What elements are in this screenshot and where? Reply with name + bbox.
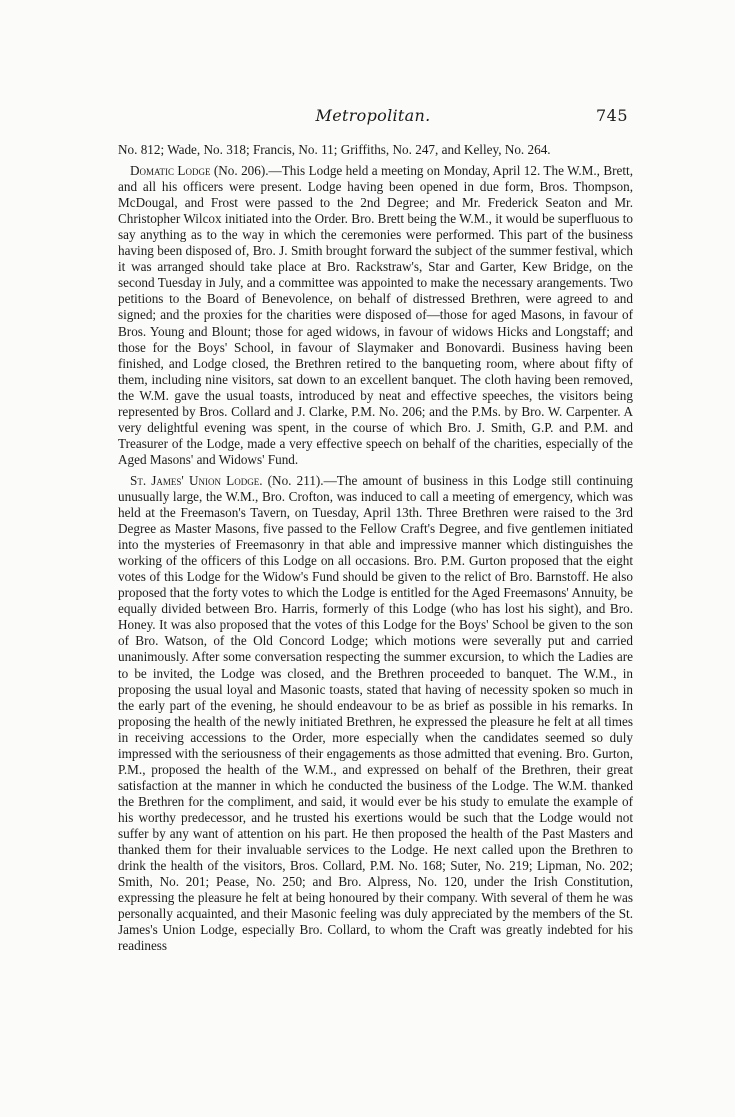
paragraph-continuation: No. 812; Wade, No. 318; Francis, No. 11; Griffiths, No. 247, and Kelley, No. 264. [118,142,551,157]
paragraph-domatic-lodge [118,163,633,468]
paragraph-text: (No. 206).—This Lodge held a meeting on Monday, April 12. The W.M., Brett, and all his officers were present. Lodge having been opened in due form, Bros. Thompson, McDougal, and Frost were passed to the 2nd Degree; and Mr. Frederick Seaton and Mr. Christopher Wilcox initiated into the Order. Bro. Brett being the W.M., it would be superfluous to say anything as to the way in which the ceremonies were performed. This part of the business having been disposed of, Bro. J. Smith brought forward the subject of the summer festival, which it was arranged should take place at Bro. Rackstraw's, Star and Garter, Kew Bridge, on the second Tuesday in July, and a committee was appointed to make the necessary arangements. Two petitions to the Board of Benevolence, on behalf of distressed Brethren, were agreed to and signed; and the proxies for the charities were disposed of—those for aged Masons, in favour of Bros. Young and Blount; those for aged widows, in favour of widows Hicks and Longstaff; and those for the Boys' School, in favour of Slaymaker and Bonovardi. Business having been finished, and Lodge closed, the Brethren retired to the banqueting room, where about fifty of them, including nine visitors, sat down to an excellent banquet. The cloth having been removed, the W.M. gave the usual toasts, introduced by neat and effective speeches, the visitors being represented by Bros. Collard and J. Clarke, P.M. No. 206; and the P.Ms. by Bro. W. Carpenter. A very delightful evening was spent, in the course of which Bro. J. Smith, G.P. and P.M. and Treasurer of the Lodge, made a very effective speech on behalf of the charities, especially of the Aged Masons' and Widows' Fund. [118,163,634,467]
running-head [118,106,628,128]
page-number: 745 [595,106,628,125]
article-body [118,142,633,959]
paragraph-text: (No. 211).—The amount of business in this Lodge still continuing unusually large, the W.M., Bro. Crofton, was induced to call a meeting of emergency, which was held at the Freemason's Tavern, on Tuesday, April 13th. Three Brethren were raised to the 3rd Degree as Master Masons, five passed to the Fellow Craft's Degree, and five gentlemen initiated into the mysteries of Freemasonry in that able and impressive manner which distinguishes the working of the officers of this Lodge on all occasions. Bro. P.M. Gurton proposed that the eight votes of this Lodge for the Widow's Fund should be given to the relict of Bro. Barnstoff. He also proposed that the forty votes to which the Lodge is entitled for the Aged Freemasons' Annuity, be equally divided between Bro. Harris, formerly of this Lodge (who has lost his sight), and Bro. Honey. It was also proposed that the votes of this Lodge for the Boys' School be given to the son of Bro. Watson, of the Old Concord Lodge; which motions were severally put and carried unanimously. After some conversation respecting the summer excursion, to which the Ladies are to be invited, the Lodge was closed, and the Brethren proceeded to banquet. The W.M., in proposing the usual loyal and Masonic toasts, stated that having of necessity spoken so much in the early part of the evening, he should endeavour to be as brief as possible in his remarks. In proposing the health of the newly initiated Brethren, he expressed the pleasure he felt at all times in receiving accessions to the Order, more especially when the candidates seemed so duly impressed with the seriousness of their engagements as those admitted that evening. Bro. Gurton, P.M., proposed the health of the W.M., and expressed on behalf of the Brethren, their great satisfaction at the manner in which he conducted the business of the Lodge. The W.M. thanked the Brethren for the compliment, and said, it would ever be his study to emulate the example of his worthy predecessor, and he trusted his exertions would be such that the Lodge would not suffer by any want of attention on his part. He then proposed the health of the Past Masters and thanked them for their invaluable services to the Lodge. He next called upon the Brethren to drink the health of the visitors, Bros. Collard, P.M. No. 168; Suter, No. 219; Lipman, No. 202; Smith, No. 201; Pease, No. 250; and Bro. Alpress, No. 120, under the Irish Constitution, expressing the pleasure he felt at being honoured by their company. With several of them he was personally acquainted, and their Masonic feeling was duly appreciated by the members of the St. James's Union Lodge, especially Bro. Collard, to whom the Craft was greatly indebted for his readiness [118,472,633,954]
lodge-heading: Domatic Lodge [130,163,211,179]
running-title: Metropolitan. [315,106,431,125]
paragraph-st-james-union-lodge [118,473,633,954]
lodge-heading: St. James' Union Lodge. [130,472,263,488]
